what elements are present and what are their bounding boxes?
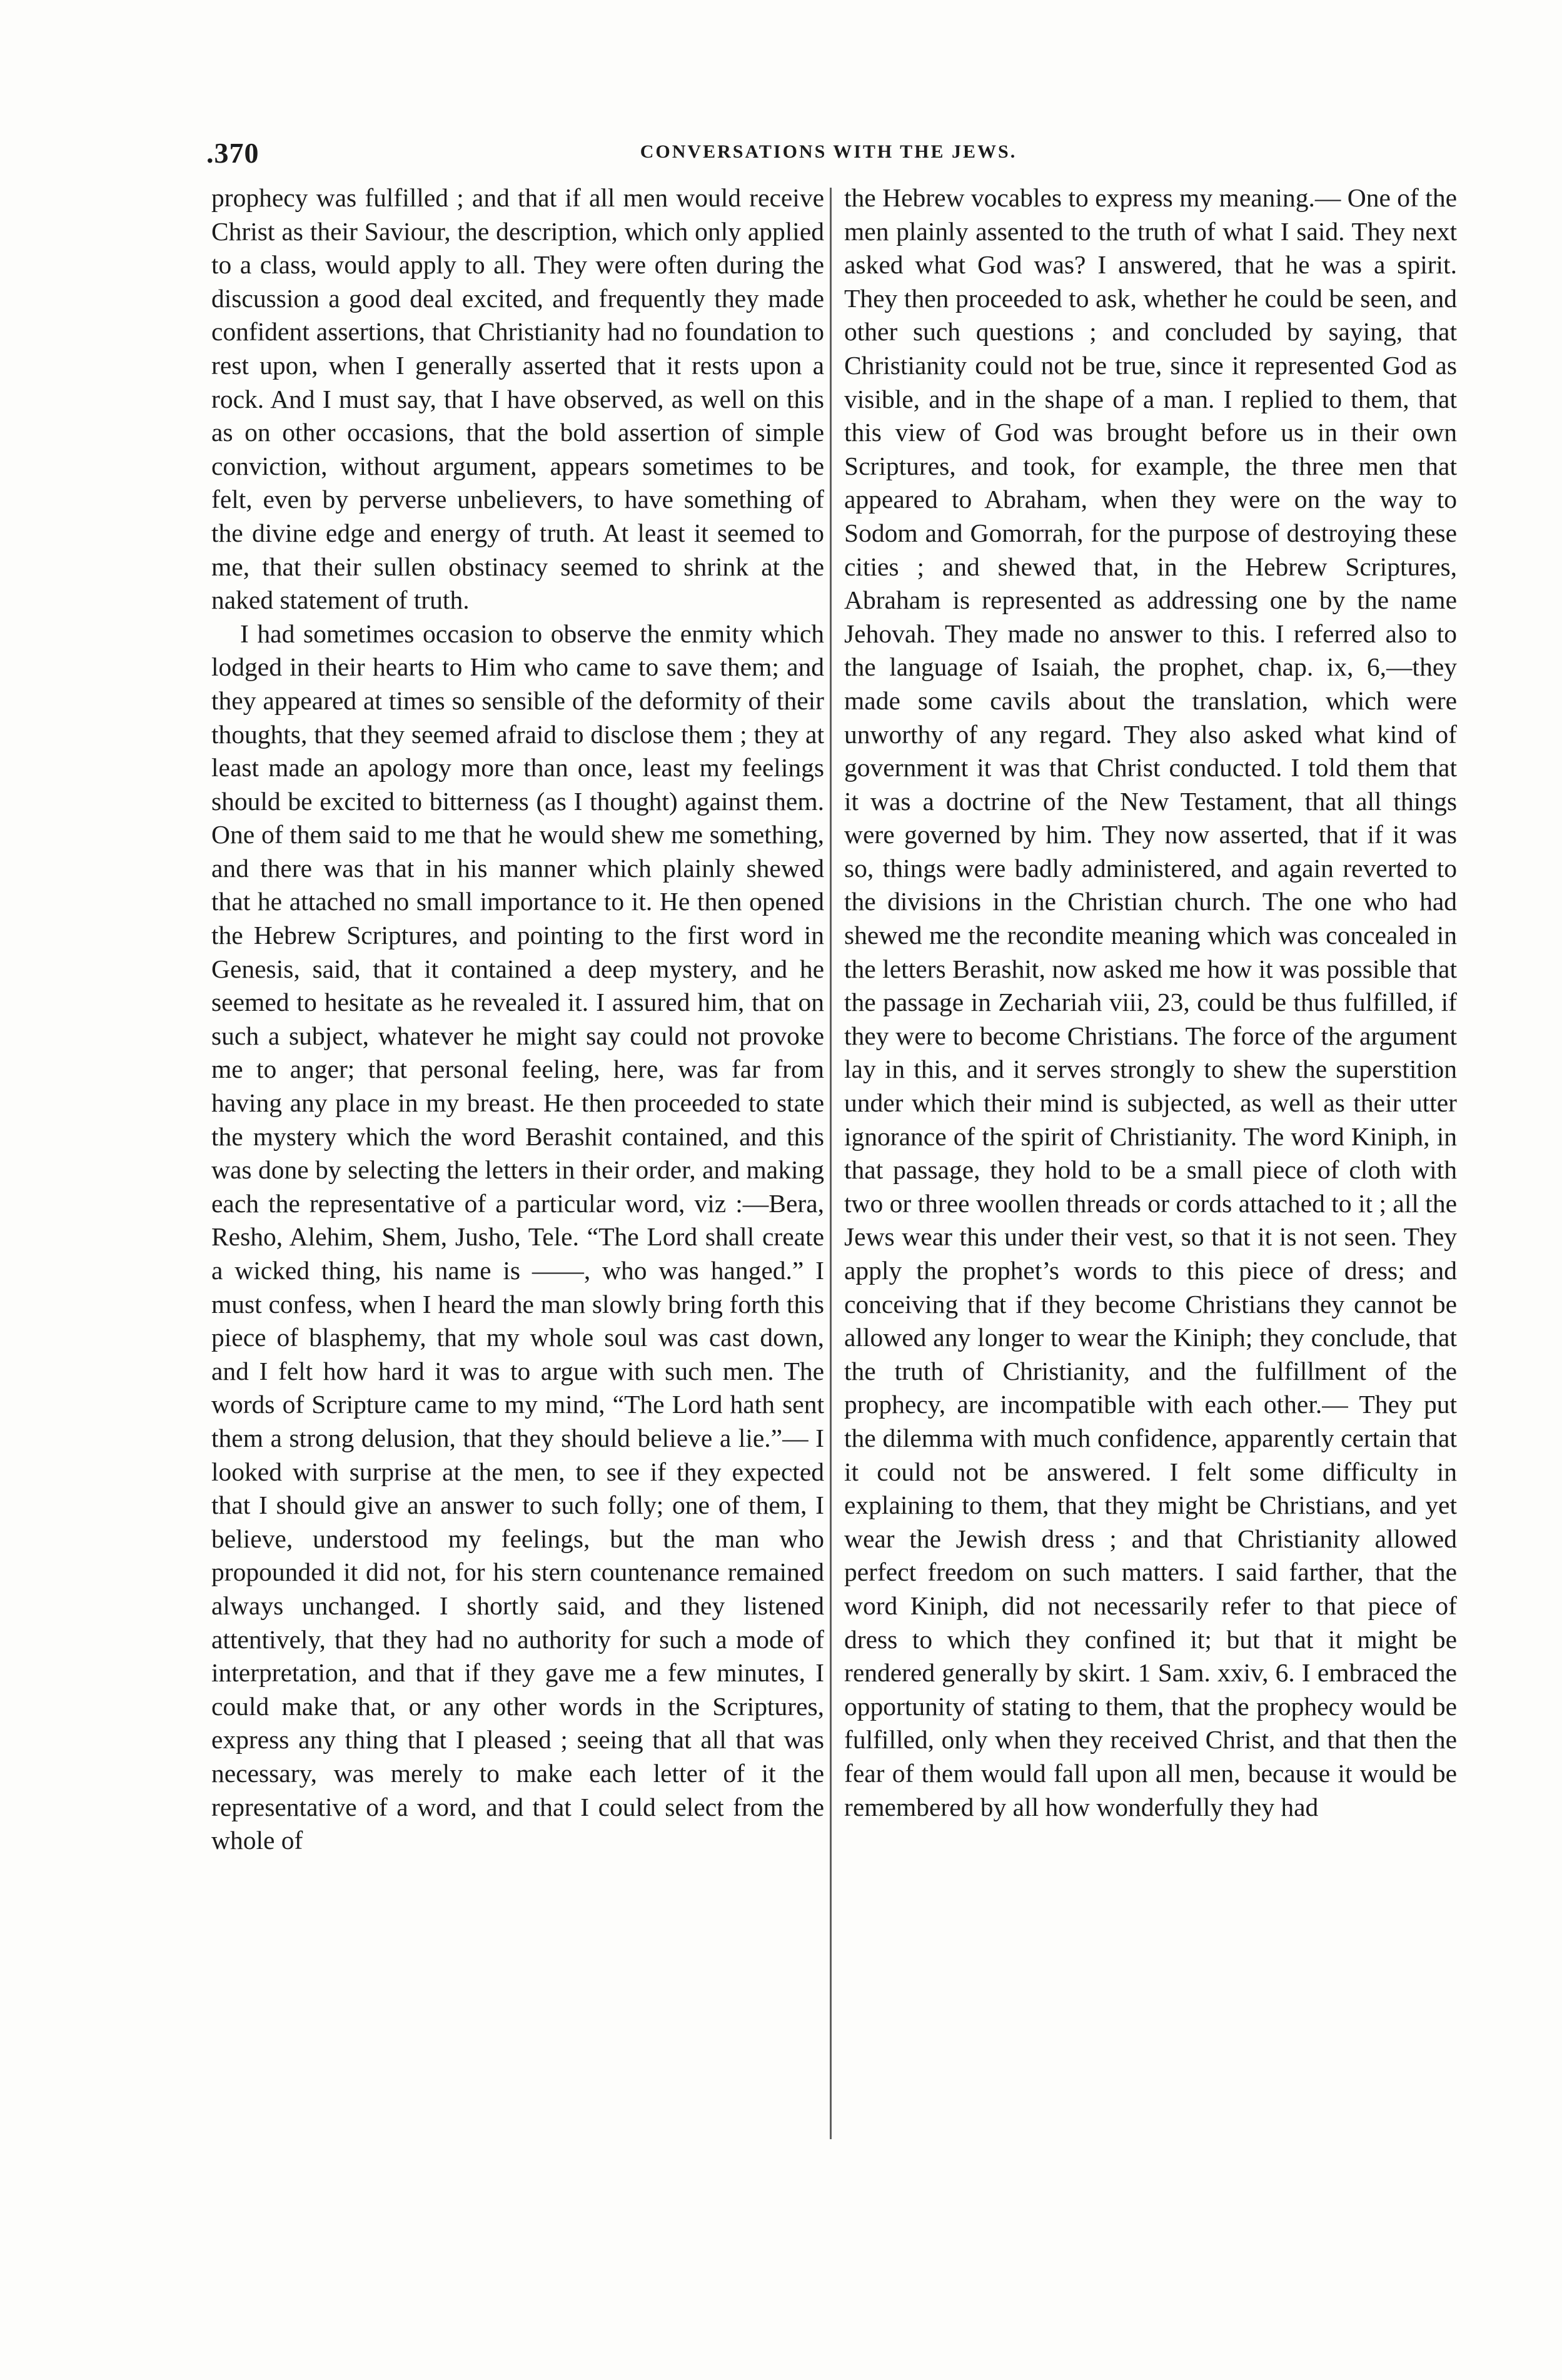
- left-column: [211, 181, 824, 1858]
- column-divider: [830, 188, 832, 2139]
- scan-noise-footer: [38, 2308, 1526, 2327]
- running-title: CONVERSATIONS WITH THE JEWS.: [640, 141, 1017, 162]
- page-number: .370: [206, 137, 259, 169]
- paragraph: I had sometimes occasion to observe the enmity which lodged in their hearts to Him who came to save them; and they appeared at times so sensible of the deformity of their thoughts, that they seemed afraid to disclose them ; they at least made an apology more than once, least my feelings should be excited to bitterness (as I thought) against them. One of them said to me that he would shew me something, and there was that in his manner which plainly shewed that he attached no small importance to it. He then opened the Hebrew Scriptures, and pointing to the first word in Genesis, said, that it contained a deep mystery, and he seemed to hesitate as he revealed it. I assured him, that on such a subject, whatever he might say could not provoke me to anger; that personal feeling, here, was far from having any place in my breast. He then proceeded to state the mystery which the word Berashit contained, and this was done by selecting the letters in their order, and making each the representative of a particular word, viz :—Bera, Resho, Alehim, Shem, Jusho, Tele. “The Lord shall create a wicked thing, his name is ——, who was hanged.” I must confess, when I heard the man slowly bring forth this piece of blasphemy, that my whole soul was cast down, and I felt how hard it was to argue with such men. The words of Scripture came to my mind, “The Lord hath sent them a strong delusion, that they should believe a lie.”— I looked with surprise at the men, to see if they expected that I should give an answer to such folly; one of them, I believe, understood my feelings, but the man who propounded it did not, for his stern countenance remained always unchanged. I shortly said, and they listened attentively, that they had no authority for such a mode of interpretation, and that if they gave me a few minutes, I could make that, or any other words in the Scriptures, express any thing that I pleased ; seeing that all that was necessary, was merely to make each letter of it the representative of a word, and that I could select from the whole of: [211, 619, 824, 1855]
- paragraph: the Hebrew vocables to express my meaning.— One of the men plainly assented to the truth of what I said. They next asked what God was? I answered, that he was a spirit. They then proceeded to ask, whether he could be seen, and other such questions ; and concluded by saying, that Christianity could not be true, since it represented God as visible, and in the shape of a man. I replied to them, that this view of God was brought before us in their own Scriptures, and took, for example, the three men that appeared to Abraham, when they were on the way to Sodom and Gomorrah, for the purpose of destroying these cities ; and shewed that, in the Hebrew Scriptures, Abraham is represented as addressing one by the name Jehovah. They made no answer to this. I referred also to the language of Isaiah, the prophet, chap. ix, 6,—they made some cavils about the translation, which were unworthy of any regard. They also asked what kind of government it was that Christ conducted. I told them that it was a doctrine of the New Testament, that all things were governed by him. They now asserted, that if it was so, things were badly administered, and again reverted to the divisions in the Christian church. The one who had shewed me the recondite meaning which was concealed in the letters Berashit, now asked me how it was possible that the passage in Zechariah viii, 23, could be thus fulfilled, if they were to become Christians. The force of the argument lay in this, and it serves strongly to shew the superstition under which their mind is subjected, as well as their utter ignorance of the spirit of Christianity. The word Kiniph, in that passage, they hold to be a small piece of cloth with two or three woollen threads or cords attached to it ; all the Jews wear this under their vest, so that it is not seen. They apply the prophet’s words to this piece of dress; and conceiving that if they become Christians they cannot be allowed any longer to wear the Kiniph; they conclude, that the truth of Christianity, and the fulfillment of the prophecy, are incompatible with each other.— They put the dilemma with much confidence, apparently certain that it could not be answered. I felt some difficulty in explaining to them, that they might be Christians, and yet wear the Jewish dress ; and that Christianity allowed perfect freedom on such matters. I said farther, that the word Kiniph, did not necessarily refer to that piece of dress to which they confined it; but that it might be rendered generally by skirt. 1 Sam. xxiv, 6. I embraced the opportunity of stating to them, that the prophecy would be fulfilled, only when they received Christ, and that then the fear of them would fall upon all men, because it would be remembered by all how wonderfully they had: [844, 183, 1457, 1821]
- page-header: [206, 136, 1451, 174]
- right-column: [844, 181, 1457, 1824]
- paragraph: prophecy was fulfilled ; and that if all men would receive Christ as their Saviour, the description, which only applied to a class, would apply to all. They were often during the discussion a good deal excited, and frequently they made confident assertions, that Christianity had no foundation to rest upon, when I generally asserted that it rests upon a rock. And I must say, that I have observed, as well on this as on other occasions, that the bold assertion of simple conviction, without argument, appears sometimes to be felt, even by perverse unbelievers, to have something of the divine edge and energy of truth. At least it seemed to me, that their sullen obstinacy seemed to shrink at the naked statement of truth.: [211, 183, 824, 615]
